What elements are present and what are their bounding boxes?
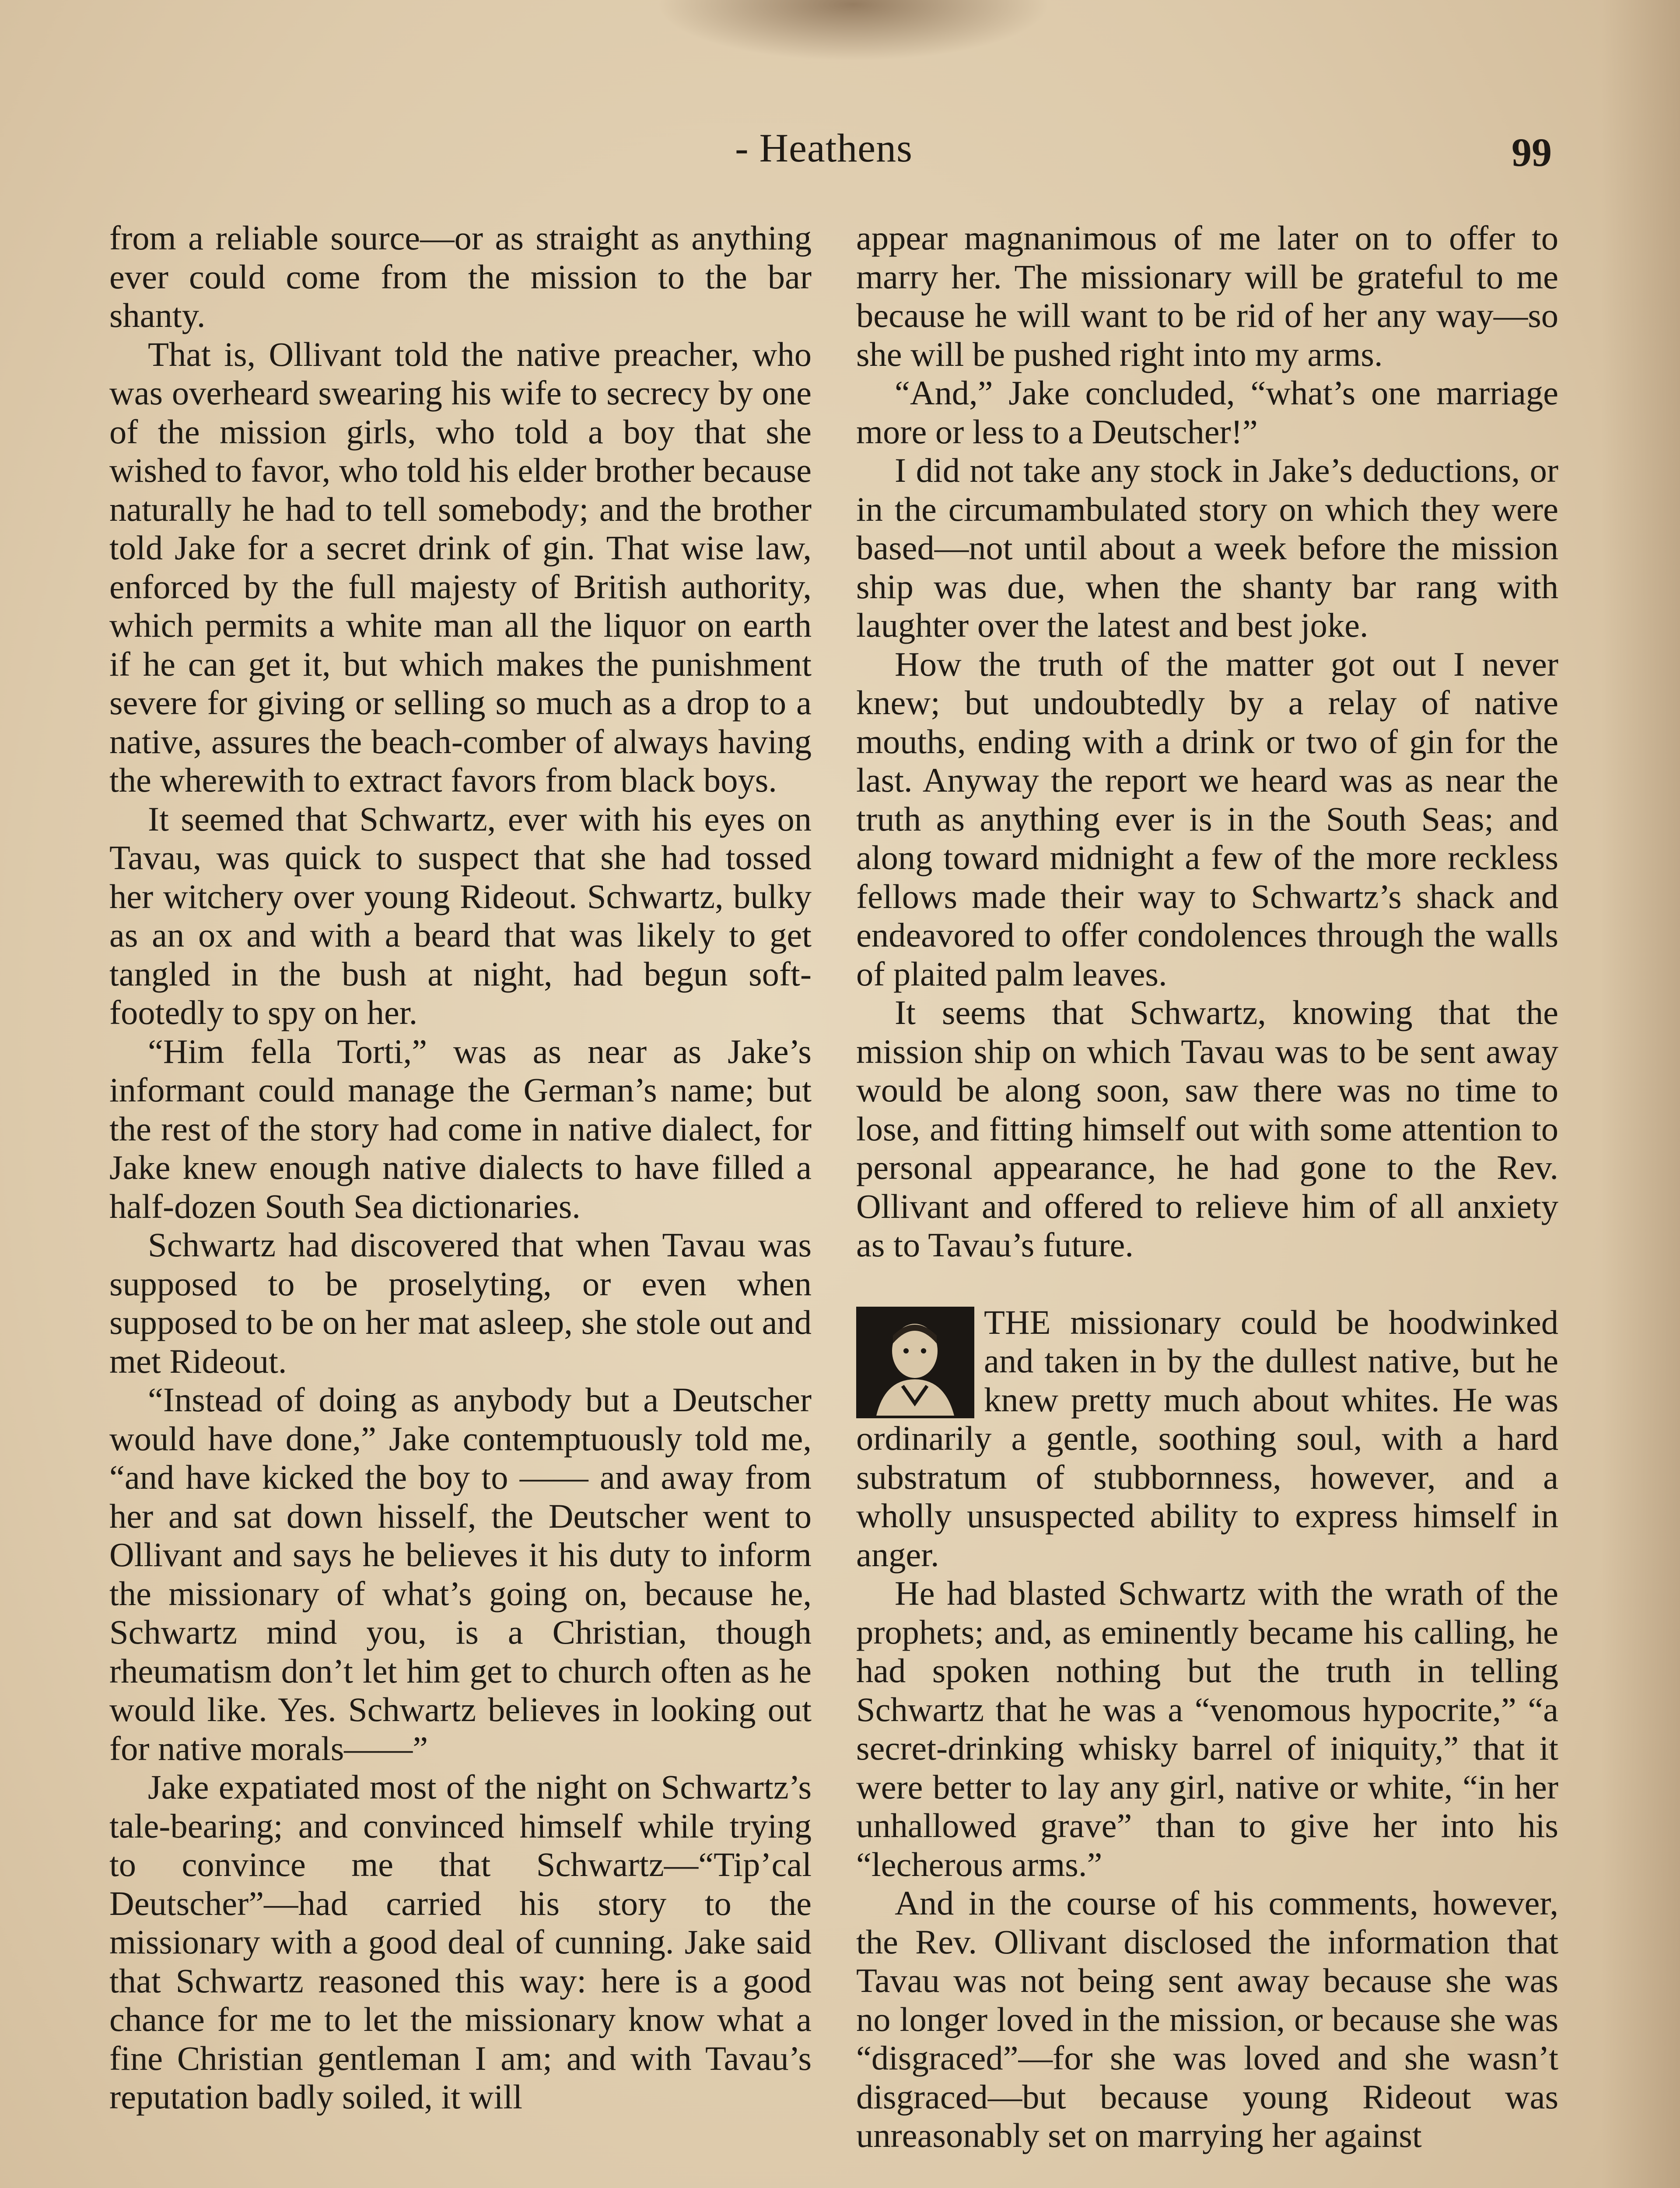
paragraph: And in the course of his comments, however, the Rev. Ollivant disclosed the information that Tavau was not being sent away because she was no longer loved in the mission, or because she was “disgraced”—for she was loved and she wasn’t disgraced—but because young Rideout was unreasonably set on marrying her against — [856, 1884, 1558, 2154]
paragraph: I did not take any stock in Jake’s deductions, or in the circumambulated story on which they were based—not until about a week before the mission ship was due, when the shanty bar rang with laughter over the latest and best joke. — [856, 451, 1558, 644]
paragraph: “And,” Jake concluded, “what’s one marriage more or less to a Deutscher!” — [856, 374, 1558, 451]
header-dash: - — [735, 126, 760, 170]
paragraph: THE missionary could be hoodwinked and taken in by the dullest native, but he knew pretty much about whites. He was ordinarily a gentle, soothing soul, with a hard substratum of stubbornness, however, and a wholly unsuspected ability to express himself in anger. — [856, 1303, 1558, 1574]
paragraph: Schwartz had discovered that when Tavau was supposed to be proselyting, or even when supposed to be on her mat asleep, she stole out and met Rideout. — [109, 1226, 812, 1380]
paragraph: appear magnanimous of me later on to offer to marry her. The missionary will be grateful to me because he will want to be rid of her any way—so she will be pushed right into my arms. — [856, 219, 1558, 373]
right-column — [856, 219, 1558, 2155]
paragraph: “Instead of doing as anybody but a Deutscher would have done,” Jake contemptuously told me, “and have kicked the boy to —— and away from her and sat down hisself, the Deutscher went to Ollivant and says he believes it his duty to inform the missionary of what’s going on, because he, Schwartz mind you, is a Christian, though rheumatism don’t let him get to church often as he would like. Yes. Schwartz believes in looking out for native morals——” — [109, 1381, 812, 1767]
running-head-title: Heathens — [759, 126, 913, 170]
paragraph: It seemed that Schwartz, ever with his eyes on Tavau, was quick to suspect that she had tossed her witchery over young Rideout. Schwartz, bulky as an ox and with a beard that was likely to get tangled in the bush at night, had begun soft-footedly to spy on her. — [109, 799, 812, 1031]
running-head — [735, 125, 913, 171]
page-number: 99 — [1512, 130, 1552, 175]
paragraph: How the truth of the matter got out I never knew; but undoubtedly by a relay of native mouths, ending with a drink or two of gin for the last. Anyway the report we heard was as near the truth as anything ever is in the South Seas; and along toward midnight a few of the more reckless fellows made their way to Schwartz’s shack and endeavored to offer condolences through the walls of plaited palm leaves. — [856, 645, 1558, 993]
page-edge-shadow — [1601, 0, 1680, 2188]
paragraph: from a reliable source—or as straight as anything ever could come from the mission to the bar shanty. — [109, 219, 812, 334]
paragraph: Jake expatiated most of the night on Schwartz’s tale-bearing; and convinced himself while trying to convince me that Schwartz—“Tip’cal Deutscher”—had carried his story to the missionary with a good deal of cunning. Jake said that Schwartz reasoned this way: here is a good chance for me to let the missionary know what a fine Christian gentleman I am; and with Tavau’s reputation badly soiled, it will — [109, 1768, 812, 2116]
section-opening — [856, 1303, 1558, 1574]
paragraph: “Him fella Torti,” was as near as Jake’s informant could manage the German’s name; but the rest of the story had come in native dialect, for Jake knew enough native dialects to have filled a half-dozen South Sea dictionaries. — [109, 1032, 812, 1225]
paragraph: It seems that Schwartz, knowing that the mission ship on which Tavau was to be sent away would be along soon, saw there was no time to lose, and fitting himself out with some attention to personal appearance, he had gone to the Rev. Ollivant and offered to relieve him of all anxiety as to Tavau’s future. — [856, 993, 1558, 1264]
left-column — [109, 219, 812, 2117]
paragraph: He had blasted Schwartz with the wrath of the prophets; and, as eminently became his calling, he had spoken nothing but the truth in telling Schwartz that he was a “venomous hypocrite,” “a secret-drinking whisky barrel of iniquity,” that it were better to lay any girl, native or white, “in her unhallowed grave” than to give her into his “lecherous arms.” — [856, 1574, 1558, 1883]
section-break — [856, 1265, 1558, 1303]
paragraph: That is, Ollivant told the native preacher, who was overheard swearing his wife to secrecy by one of the mission girls, who told a boy that she wished to favor, who told his elder brother because naturally he had to tell somebody; and the brother told Jake for a secret drink of gin. That wise law, enforced by the full majesty of British authority, which permits a white man all the liquor on earth if he can get it, but which makes the punishment severe for giving or selling so much as a drop to a native, assures the beach-comber of always having the wherewith to extract favors from black boys. — [109, 335, 812, 799]
portrait-vignette-icon — [856, 1307, 974, 1418]
page-stain — [656, 0, 1050, 61]
